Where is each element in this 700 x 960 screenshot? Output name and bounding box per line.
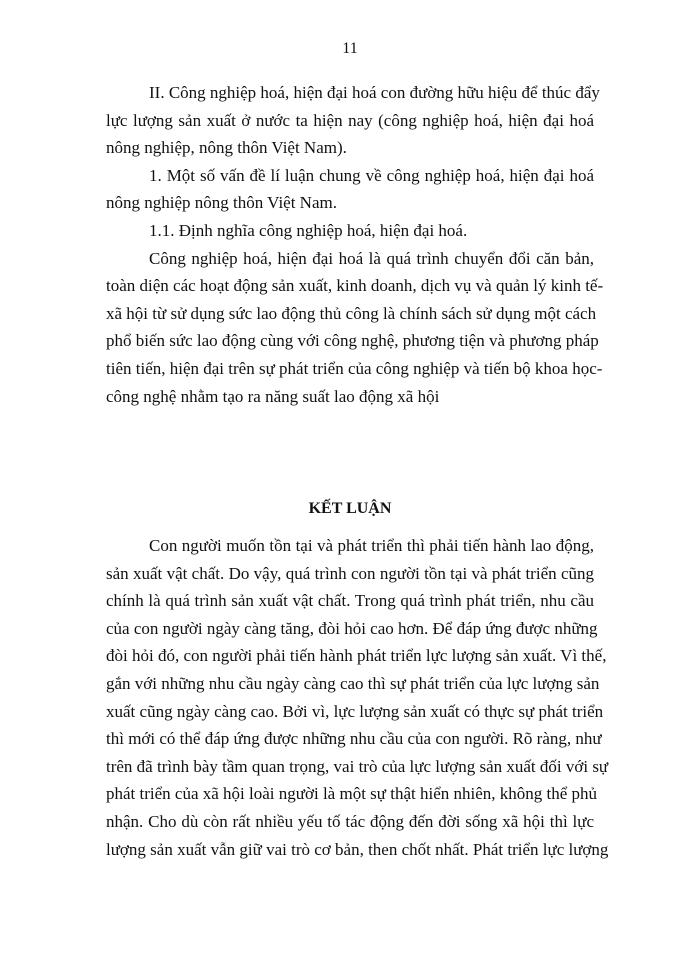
text-line: phát triển của xã hội loài người là một sự thật hiển nhiên, không thể phủ <box>106 784 598 804</box>
text-line: đòi hỏi đó, con người phải tiến hành phát triển lực lượng sản xuất. Vì thế, <box>106 646 607 666</box>
text-line: sản xuất vật chất. Do vậy, quá trình con người tồn tại và phát triển cũng <box>106 563 594 583</box>
text-line: thì mới có thể đáp ứng được những nhu cầu của con người. Rõ ràng, như <box>106 729 602 749</box>
text-line: nông nghiệp nông thôn Việt Nam. <box>106 193 337 213</box>
text-line: toàn diện các hoạt động sản xuất, kinh doanh, dịch vụ và quản lý kinh tế- <box>106 276 604 296</box>
text-line: 1. Một số vấn đề lí luận chung về công nghiệp hoá, hiện đại hoá <box>149 165 594 185</box>
page-number: 11 <box>342 40 358 57</box>
text-line: gắn với những nhu cầu ngày càng cao thì sự phát triển của lực lượng sản <box>106 673 600 693</box>
text-line: phổ biến sức lao động cùng với công nghệ, phương tiện và phương pháp <box>106 331 599 351</box>
text-line: chính là quá trình sản xuất vật chất. Trong quá trình phát triển, nhu cầu <box>106 591 594 611</box>
text-line: Con người muốn tồn tại và phát triển thì phải tiến hành lao động, <box>149 536 594 555</box>
section-industrialization <box>106 79 604 410</box>
text-line: xuất cũng ngày càng cao. Bởi vì, lực lượng sản xuất có thực sự phát triển <box>106 701 604 721</box>
text-line: II. Công nghiệp hoá, hiện đại hoá con đường hữu hiệu để thúc đẩy <box>149 83 600 102</box>
text-line: nhận. Cho dù còn rất nhiều yếu tố tác động đến đời sống xã hội thì lực <box>106 811 594 831</box>
text-line: lực lượng sản xuất ở nước ta hiện nay (công nghiệp hoá, hiện đại hoá <box>106 110 594 130</box>
text-line: 1.1. Định nghĩa công nghiệp hoá, hiện đại hoá. <box>149 220 468 240</box>
text-line: công nghệ nhằm tạo ra năng suất lao động xã hội <box>106 386 440 406</box>
text-line: của con người ngày càng tăng, đòi hỏi cao hơn. Để đáp ứng được những <box>106 618 598 638</box>
text-line: nông nghiệp, nông thôn Việt Nam). <box>106 138 347 158</box>
conclusion-heading: KẾT LUẬN <box>308 500 392 517</box>
text-line: trên đã trình bày tầm quan trọng, vai trò của lực lượng sản xuất đối với sự <box>106 756 609 776</box>
text-line: lượng sản xuất vẫn giữ vai trò cơ bản, then chốt nhất. Phát triển lực lượng <box>106 839 609 859</box>
text-line: Công nghiệp hoá, hiện đại hoá là quá trình chuyển đổi căn bản, <box>149 248 594 268</box>
text-line: xã hội từ sử dụng sức lao động thủ công là chính sách sử dụng một cách <box>106 303 597 323</box>
conclusion-body <box>106 532 609 863</box>
text-line: tiên tiến, hiện đại trên sự phát triển của công nghiệp và tiến bộ khoa học- <box>106 358 603 378</box>
